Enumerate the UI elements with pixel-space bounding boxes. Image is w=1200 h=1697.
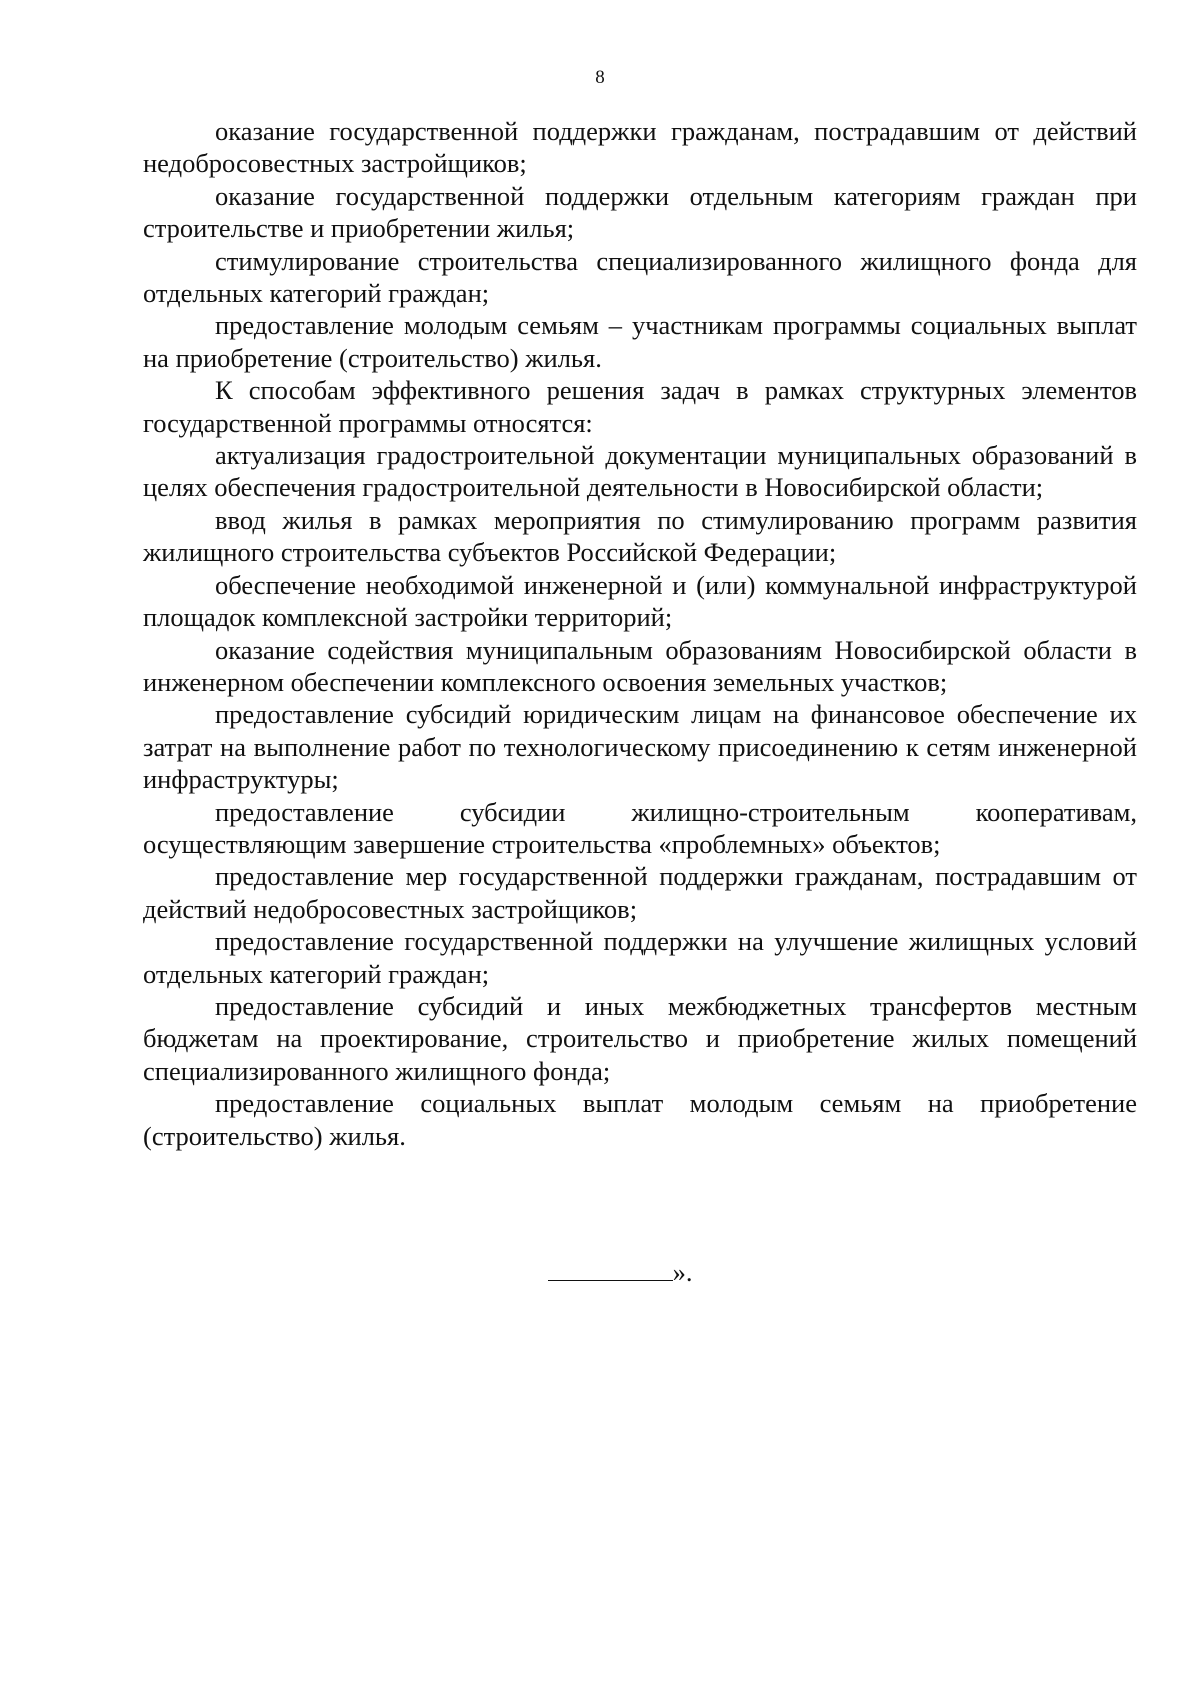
paragraph: предоставление субсидий юридическим лицам на финансовое обеспечение их затрат на выполнение работ по технологическому присоединению к сетям инженерной инфраструктуры; [143,699,1137,795]
paragraph: оказание содействия муниципальным образованиям Новосибирской области в инженерном обеспечении комплексного освоения земельных участков; [143,634,1137,697]
paragraph: предоставление молодым семьям – участникам программы социальных выплат на приобретение (строительство) жилья. [143,310,1137,373]
paragraph: предоставление субсидии жилищно-строительным кооперативам, осуществляющим завершение строительства «проблемных» объектов; [143,796,1137,859]
page-number: 8 [595,67,605,88]
paragraph: актуализация градостроительной документации муниципальных образований в целях обеспечения градостроительной деятельности в Новосибирской области; [143,440,1137,503]
closing-quote-mark: ». [672,1257,693,1287]
paragraph: оказание государственной поддержки отдельным категориям граждан при строительстве и приобретении жилья; [143,180,1137,244]
closing-line [0,1256,1200,1288]
paragraph: оказание государственной поддержки гражданам, пострадавшим от действий недобросовестных застройщиков; [143,116,1137,179]
paragraph: обеспечение необходимой инженерной и (или) коммунальной инфраструктурой площадок комплексной застройки территорий; [143,569,1137,633]
paragraph: предоставление социальных выплат молодым семьям на приобретение (строительство) жилья. [143,1088,1137,1151]
document-body [143,115,1137,1152]
paragraph: предоставление мер государственной поддержки гражданам, пострадавшим от действий недобросовестных застройщиков; [143,861,1137,924]
paragraph: предоставление субсидий и иных межбюджетных трансфертов местным бюджетам на проектирование, строительство и приобретение жилых помещений специализированного жилищного фонда; [143,990,1137,1086]
paragraph: стимулирование строительства специализированного жилищного фонда для отдельных категорий граждан; [143,245,1137,309]
paragraph: предоставление государственной поддержки на улучшение жилищных условий отдельных категорий граждан; [143,926,1137,989]
paragraph: К способам эффективного решения задач в рамках структурных элементов государственной программы относятся: [143,375,1137,438]
underline-rule [548,1256,673,1281]
paragraph: ввод жилья в рамках мероприятия по стимулированию программ развития жилищного строительства субъектов Российской Федерации; [143,504,1137,568]
